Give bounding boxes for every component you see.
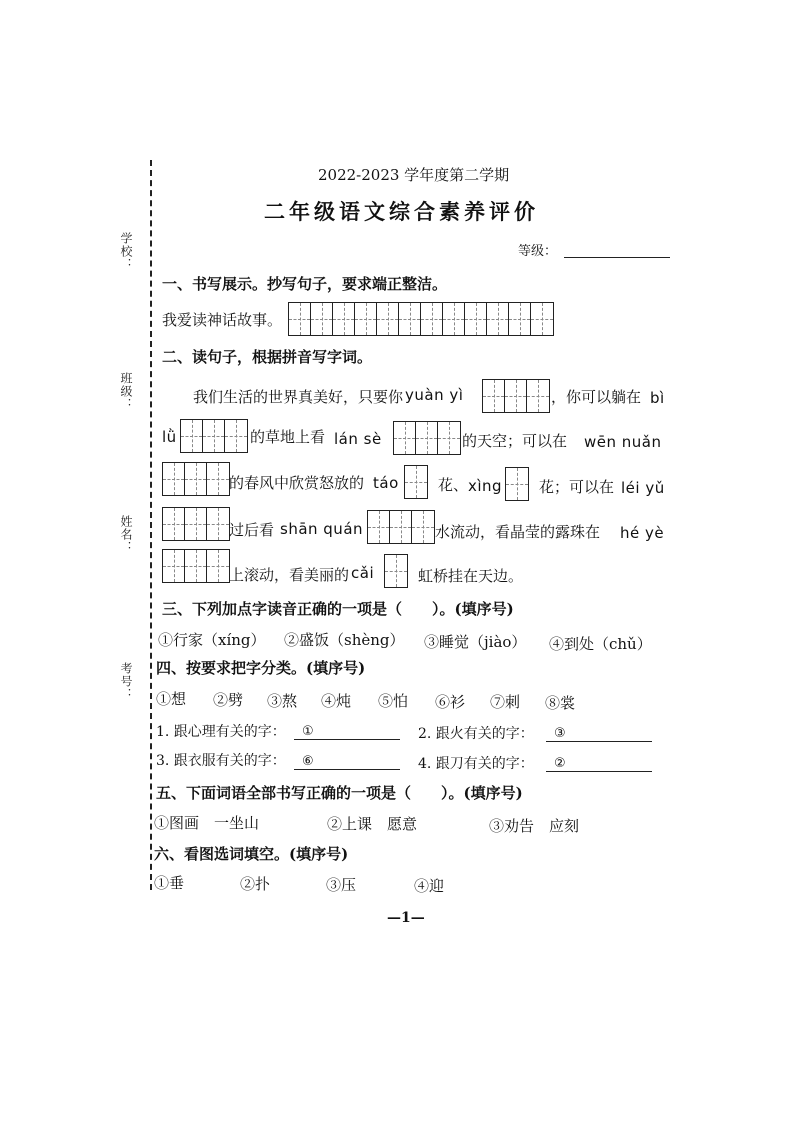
s2-text-6: 花、 bbox=[438, 476, 469, 494]
section-6-title: 六、看图选词填空。(填序号) bbox=[154, 845, 349, 863]
s3-option-2: ②盛饭（shèng） bbox=[284, 631, 405, 649]
answer-grid-wennuan[interactable] bbox=[162, 462, 230, 496]
s3-option-3: ③睡觉（jiào） bbox=[424, 633, 527, 651]
s2-text-10: 上滚动，看美丽的 bbox=[229, 566, 350, 584]
s6-option-4: ④迎 bbox=[414, 877, 445, 895]
section-5-title: 五、下面词语全部书写正确的一项是（ ）。(填序号) bbox=[156, 784, 523, 802]
s4-char-1: ①想 bbox=[156, 690, 187, 708]
s2-text-4: 的天空；可以在 bbox=[462, 432, 568, 450]
section-4-title: 四、按要求把字分类。(填序号) bbox=[156, 659, 366, 677]
page-title: 二年级语文综合素养评价 bbox=[264, 199, 539, 224]
pinyin-xing: xìng bbox=[468, 477, 503, 495]
answer-grid-leiyu[interactable] bbox=[162, 507, 230, 541]
s5-option-2: ②上课 愿意 bbox=[327, 815, 418, 833]
section-3-title: 三、下列加点字读音正确的一项是（ ）。(填序号) bbox=[162, 600, 514, 618]
pinyin-lv: lǜ bbox=[162, 428, 177, 446]
exam-number-label: 考号： bbox=[119, 662, 133, 701]
s5-option-3: ③劝告 应刻 bbox=[489, 817, 580, 835]
class-label: 班级： bbox=[119, 372, 133, 411]
s4-question-3: 3. 跟衣服有关的字： bbox=[156, 753, 286, 769]
s4-question-1: 1. 跟心理有关的字： bbox=[156, 724, 286, 740]
s4-question-4: 4. 跟刀有关的字： bbox=[418, 756, 534, 772]
s4-char-3: ③熬 bbox=[267, 692, 298, 710]
s4-answer-2[interactable]: ③ bbox=[546, 726, 652, 742]
s2-text-8: 过后看 bbox=[229, 521, 275, 539]
pinyin-leiyu: léi yǔ bbox=[621, 479, 665, 497]
s4-answer-4[interactable]: ② bbox=[546, 756, 652, 772]
answer-grid-yuanyi[interactable] bbox=[482, 379, 550, 413]
copy-grid[interactable] bbox=[288, 302, 554, 336]
s2-text-3: 的草地上看 bbox=[250, 428, 326, 446]
s4-char-2: ②劈 bbox=[213, 691, 244, 709]
s3-option-1: ①行家（xíng） bbox=[158, 631, 266, 649]
pinyin-lanse: lán sè bbox=[334, 430, 382, 448]
pinyin-yuanyi: yuàn yì bbox=[405, 386, 464, 404]
s6-option-3: ③压 bbox=[326, 876, 357, 894]
school-label: 学校： bbox=[119, 232, 133, 271]
binding-line bbox=[150, 160, 152, 890]
s2-text-11: 虹桥挂在天边。 bbox=[418, 567, 524, 585]
page-number: —1— bbox=[387, 910, 425, 926]
s6-option-2: ②扑 bbox=[240, 875, 271, 893]
pinyin-wennuan: wēn nuǎn bbox=[584, 433, 662, 451]
answer-grid-cai[interactable] bbox=[384, 554, 408, 588]
term-heading: 2022-2023 学年度第二学期 bbox=[318, 166, 510, 184]
s4-char-7: ⑦刺 bbox=[490, 693, 521, 711]
s2-text-1: 我们生活的世界真美好，只要你 bbox=[193, 388, 404, 406]
pinyin-cai: cǎi bbox=[351, 564, 375, 582]
section-1-title: 一、书写展示。抄写句子，要求端正整洁。 bbox=[162, 275, 448, 293]
s4-question-2: 2. 跟火有关的字： bbox=[418, 726, 534, 742]
answer-grid-heye[interactable] bbox=[162, 549, 230, 583]
grade-label: 等级： bbox=[518, 244, 558, 259]
pinyin-bi: bì bbox=[650, 389, 665, 407]
s2-text-9: 水流动，看晶莹的露珠在 bbox=[435, 523, 601, 541]
answer-grid-shanquan[interactable] bbox=[367, 510, 435, 544]
s2-text-7: 花；可以在 bbox=[539, 478, 615, 496]
s4-char-6: ⑥衫 bbox=[435, 693, 466, 711]
answer-grid-xing[interactable] bbox=[505, 467, 529, 501]
s3-option-4: ④到处（chǔ） bbox=[549, 635, 652, 653]
s4-answer-1[interactable]: ① bbox=[294, 724, 400, 740]
pinyin-heye: hé yè bbox=[620, 524, 665, 542]
section-2-title: 二、读句子，根据拼音写字词。 bbox=[162, 348, 373, 366]
s4-char-8: ⑧裳 bbox=[545, 694, 576, 712]
grade-field[interactable] bbox=[564, 257, 670, 258]
answer-grid-tao[interactable] bbox=[404, 465, 428, 499]
copy-sentence: 我爱读神话故事。 bbox=[162, 311, 283, 329]
s2-text-2: ，你可以躺在 bbox=[551, 388, 642, 406]
pinyin-tao: táo bbox=[373, 474, 399, 492]
s4-char-4: ④炖 bbox=[321, 692, 352, 710]
s4-answer-3[interactable]: ⑥ bbox=[294, 754, 400, 770]
pinyin-shanquan: shān quán bbox=[280, 520, 364, 538]
s6-option-1: ①垂 bbox=[154, 874, 185, 892]
s5-option-1: ①图画 一坐山 bbox=[154, 814, 260, 832]
name-label: 姓名： bbox=[119, 515, 133, 554]
answer-grid-bilv[interactable] bbox=[180, 419, 248, 453]
answer-grid-lanse[interactable] bbox=[393, 421, 461, 455]
s4-char-5: ⑤怕 bbox=[378, 692, 409, 710]
s2-text-5: 的春风中欣赏怒放的 bbox=[229, 474, 365, 492]
